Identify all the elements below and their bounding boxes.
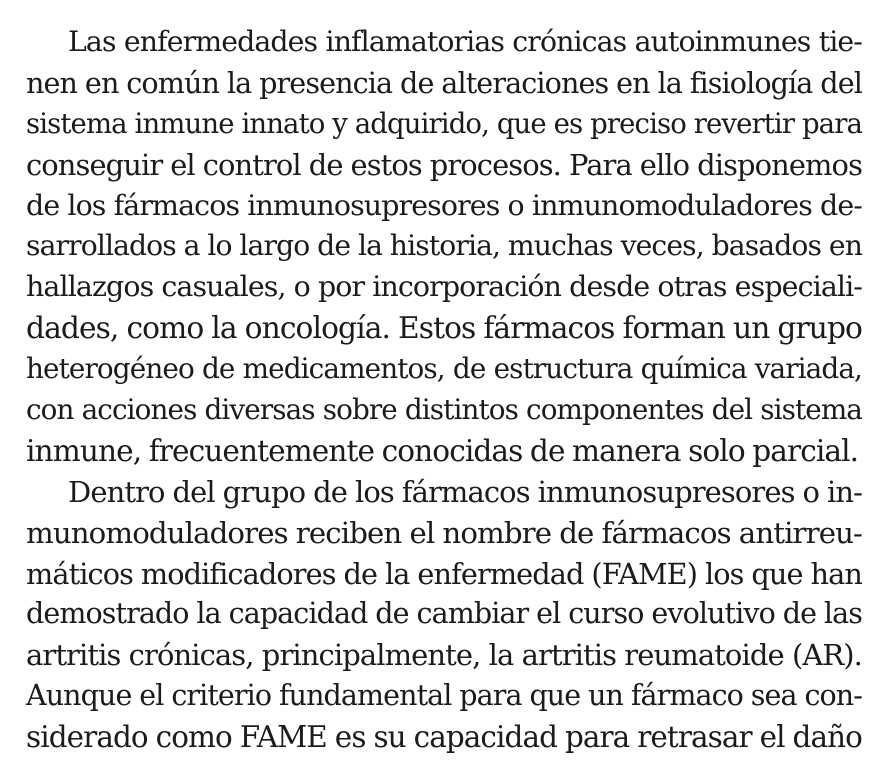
text-line: máticos modificadores de la enfermedad (FAME) los que han [26,556,862,591]
text-line: hallazgos casuales, o por incorporación desde otras especiali- [26,270,862,304]
text-line: heterogéneo de medicamentos, de estructura química variada, [26,352,862,386]
text-line: artritis crónicas, principalmente, la artritis reumatoide (AR). [26,638,862,673]
paragraph-1 [26,22,862,472]
text-line: Aunque el criterio fundamental para que un fármaco sea con- [26,679,862,713]
text-line: nen en común la presencia de alteraciones en la fisiología del [26,65,862,100]
text-line: de los fármacos inmunosupresores o inmunomoduladores de- [26,188,862,222]
text-line: inmune, frecuentemente conocidas de manera solo parcial. [26,433,859,468]
document-page [26,22,862,758]
text-line: demostrado la capacidad de cambiar el curso evolutivo de las [26,597,862,631]
text-line: conseguir el control de estos procesos. Para ello disponemos [26,147,862,182]
text-line: munomoduladores reciben el nombre de fármacos antirreu- [26,515,862,550]
text-line: con acciones diversas sobre distintos componentes del sistema [26,393,862,427]
text-line: dades, como la oncología. Estos fármacos forman un grupo [26,310,862,346]
text-line: Las enfermedades inflamatorias crónicas autoinmunes tie- [68,25,862,58]
text-line: siderado como FAME es su capacidad para retrasar el daño [26,720,862,755]
text-line: Dentro del grupo de los fármacos inmunosupresores o in- [68,474,862,509]
text-line: sarrollados a lo largo de la historia, muchas veces, basados en [26,229,862,263]
text-line: sistema inmune innato y adquirido, que es preciso revertir para [26,107,862,140]
paragraph-2 [26,472,862,758]
